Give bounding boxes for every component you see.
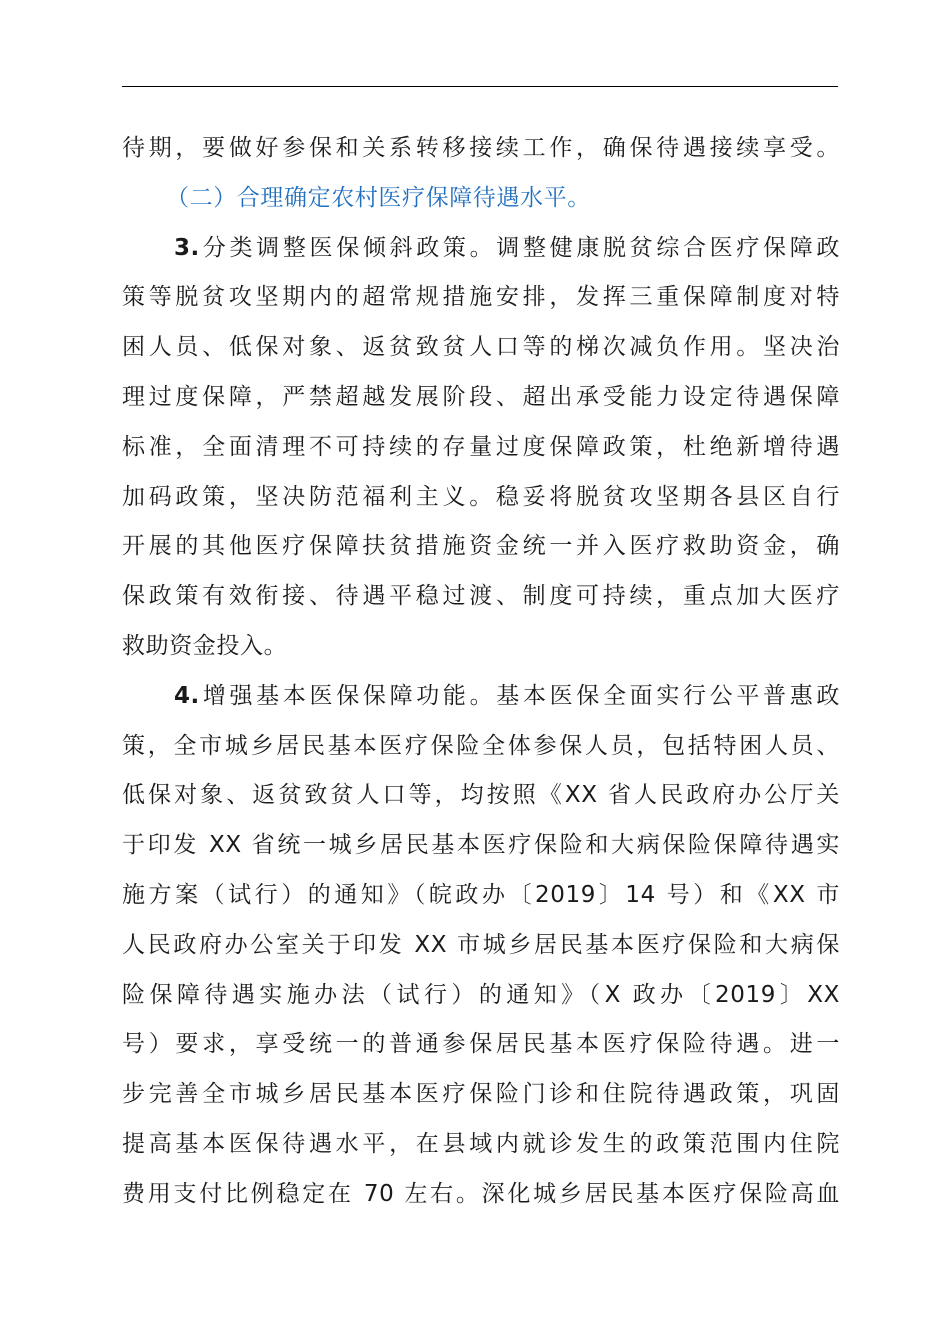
paragraph-line (122, 224, 840, 274)
paragraph-line: 号）要求，享受统一的普通参保居民基本医疗保险待遇。进一 (122, 1031, 840, 1058)
paragraph-line: 理过度保障，严禁超越发展阶段、超出承受能力设定待遇保障 (122, 383, 840, 410)
paragraph-line: 步完善全市城乡居民基本医疗保险门诊和住院待遇政策，巩固 (122, 1081, 840, 1108)
paragraph-line: 救助资金投入。 (122, 632, 288, 659)
paragraph-line: 提高基本医保待遇水平，在县域内就诊发生的政策范围内住院 (122, 1130, 840, 1157)
paragraph-line: 待期，要做好参保和关系转移接续工作，确保待遇接续享受。 (122, 135, 840, 161)
item-title: 分类调整医保倾斜政策。调整健康脱贫综合医疗保障政 (199, 234, 840, 261)
header-rule (122, 86, 838, 87)
paragraph-line: 于印发 XX 省统一城乡居民基本医疗保险和大病保险保障待遇实 (122, 832, 840, 859)
item-number: 4. (174, 682, 200, 709)
paragraph-line: 施方案（试行）的通知》（皖政办〔2019〕14 号）和《XX 市 (122, 881, 840, 908)
paragraph-line (122, 672, 840, 722)
paragraph-line: 策，全市城乡居民基本医疗保险全体参保人员，包括特困人员、 (122, 732, 840, 759)
section-heading: （二）合理确定农村医疗保障待遇水平。 (166, 184, 591, 211)
paragraph-line: 保政策有效衔接、待遇平稳过渡、制度可持续，重点加大医疗 (122, 583, 840, 610)
paragraph-line: 加码政策，坚决防范福利主义。稳妥将脱贫攻坚期各县区自行 (122, 483, 840, 510)
paragraph-line: 险保障待遇实施办法（试行）的通知》（X 政办〔2019〕XX (122, 981, 840, 1008)
paragraph-line: 策等脱贫攻坚期内的超常规措施安排，发挥三重保障制度对特 (122, 284, 840, 311)
document-body (122, 124, 840, 1220)
paragraph-line: 人民政府办公室关于印发 XX 市城乡居民基本医疗保险和大病保 (122, 931, 840, 958)
paragraph-line: 费用支付比例稳定在 70 左右。深化城乡居民基本医疗保险高血 (122, 1180, 840, 1207)
item-title: 增强基本医保保障功能。基本医保全面实行公平普惠政 (199, 682, 840, 709)
paragraph-line: 开展的其他医疗保障扶贫措施资金统一并入医疗救助资金，确 (122, 533, 840, 560)
item-number: 3. (174, 234, 200, 261)
paragraph-line: 困人员、低保对象、返贫致贫人口等的梯次减负作用。坚决治 (122, 334, 840, 361)
paragraph-line: 标准，全面清理不可持续的存量过度保障政策，杜绝新增待遇 (122, 433, 840, 460)
paragraph-line: 低保对象、返贫致贫人口等，均按照《XX 省人民政府办公厅关 (122, 782, 840, 809)
